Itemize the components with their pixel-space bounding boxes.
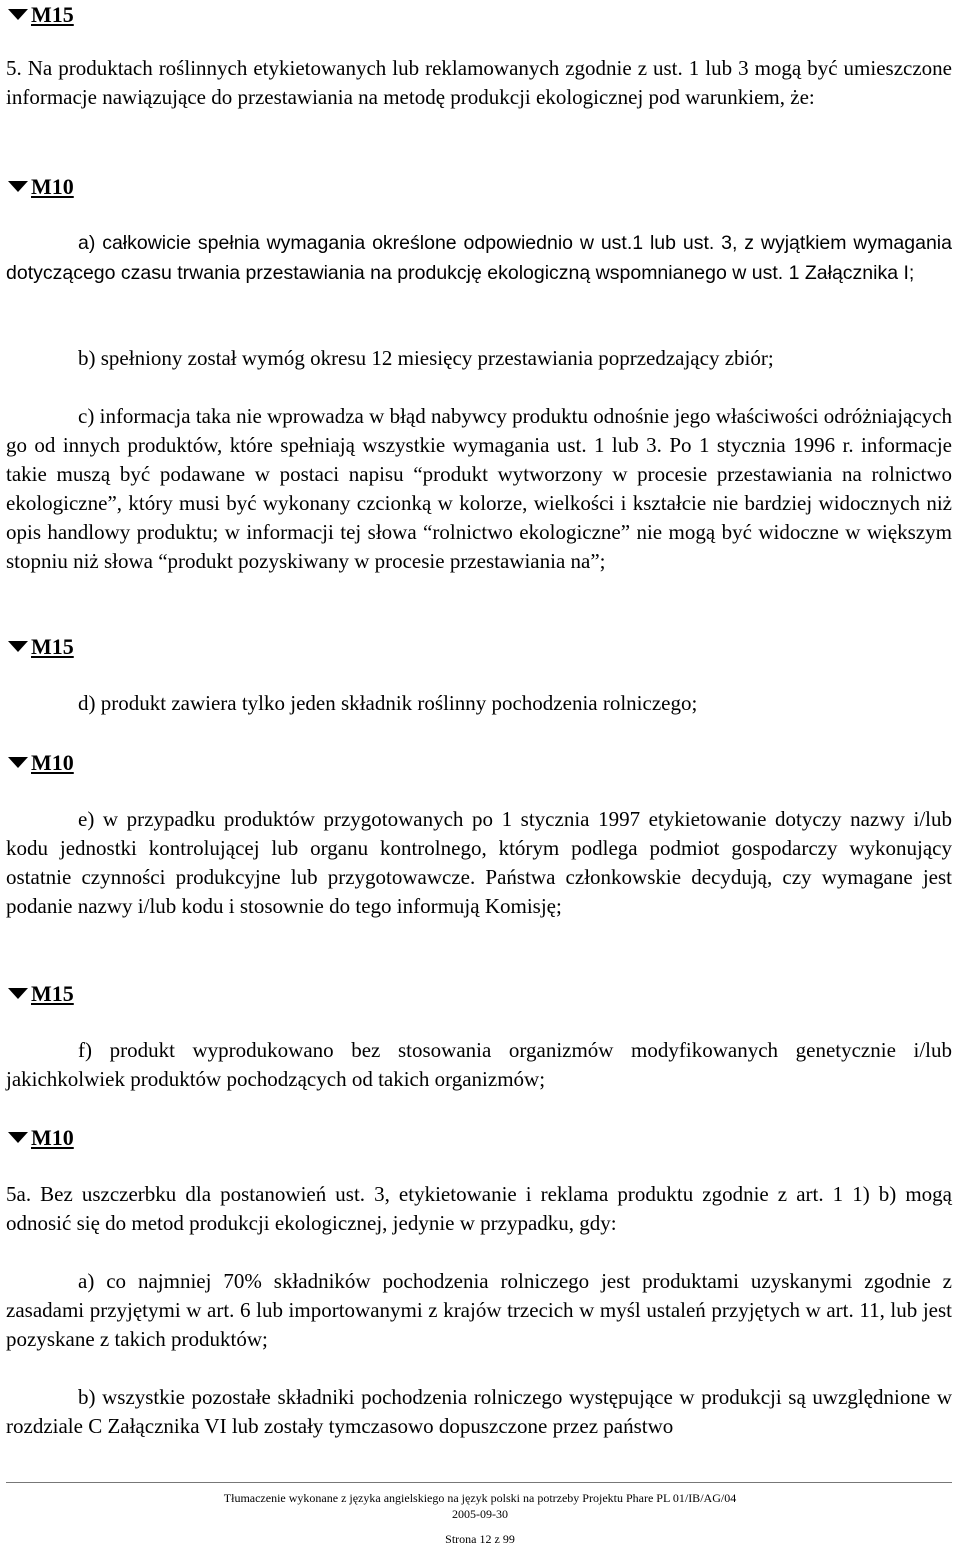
caret-down-icon bbox=[8, 181, 28, 192]
paragraph-5: 5. Na produktach roślinnych etykietowanych lub reklamowanych zgodnie z ust. 1 lub 3 mogą być umieszczone informacje nawiązujące do przestawiania na metodę produkcji ekologicznej pod warunkiem, że: bbox=[6, 56, 952, 109]
amendment-marker-m15[interactable] bbox=[8, 632, 74, 660]
paragraph-b: b) spełniony został wymóg okresu 12 miesięcy przestawiania poprzedzający zbiór; bbox=[78, 346, 774, 370]
marker-label: M15 bbox=[31, 633, 74, 659]
paragraph-c: c) informacja taka nie wprowadza w błąd nabywcy produktu odnośnie jego właściwości odróżniających go od innych produktów, które spełniają wszystkie wymagania ust. 1 lub 3. Po 1 stycznia 1996 r. informacje takie muszą być podawane w postaci napisu “produkt wytworzony w procesie przestawiania na rolnictwo ekologiczne”, który musi być wykonany czcionką w kolorze, wielkości i kształcie nie bardziej widocznych niż opis handlowy produktu; w informacji tej słowa “rolnictwo ekologiczne” nie mogą być widoczne w większym stopniu niż słowa “produkt pozyskiwany w procesie przestawiania na”; bbox=[6, 404, 952, 573]
footer-page-number: Strona 12 z 99 bbox=[445, 1532, 515, 1546]
marker-label: M15 bbox=[31, 980, 74, 1006]
marker-label: M10 bbox=[31, 1124, 74, 1150]
caret-down-icon bbox=[8, 9, 28, 20]
amendment-marker-m10[interactable] bbox=[8, 172, 74, 200]
footer-divider bbox=[6, 1482, 952, 1483]
caret-down-icon bbox=[8, 988, 28, 999]
marker-label: M10 bbox=[31, 173, 74, 199]
paragraph-5a-a: a) co najmniej 70% składników pochodzenia rolniczego jest produktami uzyskanymi zgodnie z zasadami przyjętymi w art. 6 lub importowanymi z krajów trzecich w myśl ustaleń przyjętych w art. 11, lub jest pozyskane z takich produktów; bbox=[6, 1269, 952, 1351]
marker-label: M10 bbox=[31, 749, 74, 775]
amendment-marker-m10[interactable] bbox=[8, 748, 74, 776]
paragraph-a bbox=[6, 228, 952, 288]
paragraph-f: f) produkt wyprodukowano bez stosowania organizmów modyfikowanych genetycznie i/lub jakichkolwiek produktów pochodzących od takich organizmów; bbox=[6, 1038, 952, 1091]
paragraph-e: e) w przypadku produktów przygotowanych po 1 stycznia 1997 etykietowanie dotyczy nazwy i/lub kodu jednostki kontrolującej lub organu kontrolnego, którym podlega podmiot gospodarczy wykonujący ostatnie czynności produkcyjne lub przygotowawcze. Państwa członkowskie decydują, czy wymagane jest podanie nazwy i/lub kodu i stosownie do tego informują Komisję; bbox=[6, 807, 952, 918]
paragraph-a-text: a) całkowicie spełnia wymagania określone odpowiednio w ust.1 lub ust. 3, z wyjątkiem wymagania dotyczącego czasu trwania przestawiania na produkcję ekologiczną wspomnianego w ust. 1 Załącznika I; bbox=[6, 232, 952, 284]
footer-translation-note: Tłumaczenie wykonane z języka angielskiego na język polski na potrzeby Projektu Phare PL 01/IB/AG/04 bbox=[223, 1491, 737, 1505]
amendment-marker-m10[interactable] bbox=[8, 1123, 74, 1151]
caret-down-icon bbox=[8, 1132, 28, 1143]
paragraph-5a: 5a. Bez uszczerbku dla postanowień ust. 3, etykietowanie i reklama produktu zgodnie z art. 1 1) b) mogą odnosić się do metod produkcji ekologicznej, jedynie w przypadku, gdy: bbox=[6, 1182, 952, 1235]
marker-label: M15 bbox=[31, 1, 74, 27]
paragraph-5a-b: b) wszystkie pozostałe składniki pochodzenia rolniczego występujące w produkcji są uwzględnione w rozdziale C Załącznika VI lub zostały tymczasowo dopuszczone przez państwo bbox=[6, 1385, 952, 1438]
amendment-marker-m15[interactable] bbox=[8, 0, 74, 28]
caret-down-icon bbox=[8, 757, 28, 768]
paragraph-d: d) produkt zawiera tylko jeden składnik roślinny pochodzenia rolniczego; bbox=[78, 691, 698, 715]
caret-down-icon bbox=[8, 641, 28, 652]
footer-date: 2005-09-30 bbox=[452, 1507, 508, 1521]
amendment-marker-m15[interactable] bbox=[8, 979, 74, 1007]
